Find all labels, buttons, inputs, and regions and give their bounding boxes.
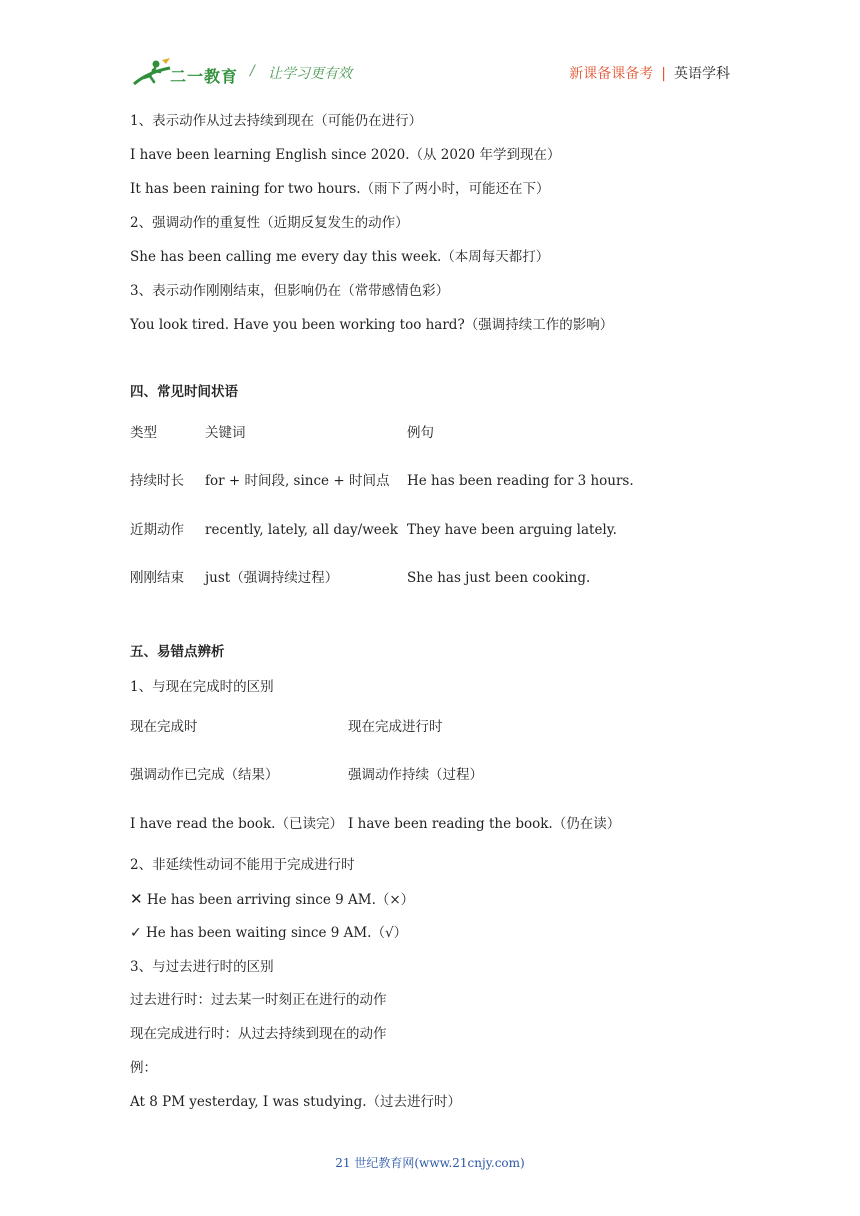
table-cell: 近期动作 (130, 522, 184, 538)
header-right (569, 63, 730, 83)
compare-cell: 现在完成时 (130, 719, 198, 735)
header-separator: | (661, 66, 666, 82)
s3-line-4: 2、强调动作的重复性（近期反复发生的动作） (130, 215, 409, 231)
s5-line-3: 例： (130, 1060, 157, 1076)
s5-line-2: 现在完成进行时：从过去持续到现在的动作 (130, 1026, 387, 1042)
compare-cell: 强调动作持续（过程） (348, 767, 483, 783)
section5-sub1: 1、与现在完成时的区别 (130, 679, 274, 695)
s3-line-5: She has been calling me every day this week.（本周每天都打） (130, 249, 550, 265)
wrong-example: He has been arriving since 9 AM.（×） (146, 892, 415, 908)
section5-sub2: 2、非延续性动词不能用于完成进行时 (130, 857, 355, 873)
table-cell: 刚刚结束 (130, 570, 184, 586)
s3-line-6: 3、表示动作刚刚结束，但影响仍在（常带感情色彩） (130, 283, 450, 299)
header-slash: / (250, 63, 255, 79)
table-cell: just（强调持续过程） (205, 570, 339, 586)
wrong-example-line (130, 890, 414, 909)
table-cell: They have been arguing lately. (407, 522, 617, 538)
s5-line-4: At 8 PM yesterday, I was studying.（过去进行时） (130, 1094, 462, 1110)
logo-text: 二一教育 (170, 67, 239, 86)
section5-title: 五、易错点辨析 (130, 644, 225, 660)
s5-line-1: 过去进行时：过去某一时刻正在进行的动作 (130, 992, 387, 1008)
logo (130, 58, 240, 90)
table-cell: 持续时长 (130, 473, 184, 489)
section5-sub3: 3、与过去进行时的区别 (130, 959, 274, 975)
table-cell: recently, lately, all day/week (205, 522, 398, 538)
table-cell: She has just been cooking. (407, 570, 591, 586)
right-example: He has been waiting since 9 AM.（√） (146, 925, 408, 941)
s3-line-1: 1、表示动作从过去持续到现在（可能仍在进行） (130, 113, 423, 129)
compare-cell: I have read the book.（已读完） (130, 816, 343, 832)
right-example-line (130, 924, 407, 942)
table-cell: He has been reading for 3 hours. (407, 473, 634, 489)
s3-line-7: You look tired. Have you been working too hard?（强调持续工作的影响） (130, 317, 614, 333)
section4-title: 四、常见时间状语 (130, 384, 238, 400)
s3-line-2: I have been learning English since 2020.（从 2020 年学到现在） (130, 147, 561, 163)
table-header-type: 类型 (130, 425, 157, 441)
page-footer: 21 世纪教育网(www.21cnjy.com) (335, 1156, 525, 1170)
compare-cell: 现在完成进行时 (348, 719, 443, 735)
compare-cell: 强调动作已完成（结果） (130, 767, 279, 783)
cross-mark-icon: ✕ (130, 890, 143, 908)
s3-line-3: It has been raining for two hours.（雨下了两小时，可能还在下） (130, 181, 550, 197)
header-subject: 英语学科 (674, 66, 730, 82)
check-mark-icon: ✓ (130, 925, 142, 941)
table-cell: for + 时间段, since + 时间点 (205, 473, 390, 489)
header-slogan: 让学习更有效 (268, 66, 352, 82)
table-header-keyword: 关键词 (205, 425, 246, 441)
runner-logo-icon (130, 58, 174, 90)
table-header-example: 例句 (407, 425, 434, 441)
header-course: 新课备课备考 (569, 66, 654, 82)
page-header (130, 58, 730, 92)
compare-cell: I have been reading the book.（仍在读） (348, 816, 621, 832)
